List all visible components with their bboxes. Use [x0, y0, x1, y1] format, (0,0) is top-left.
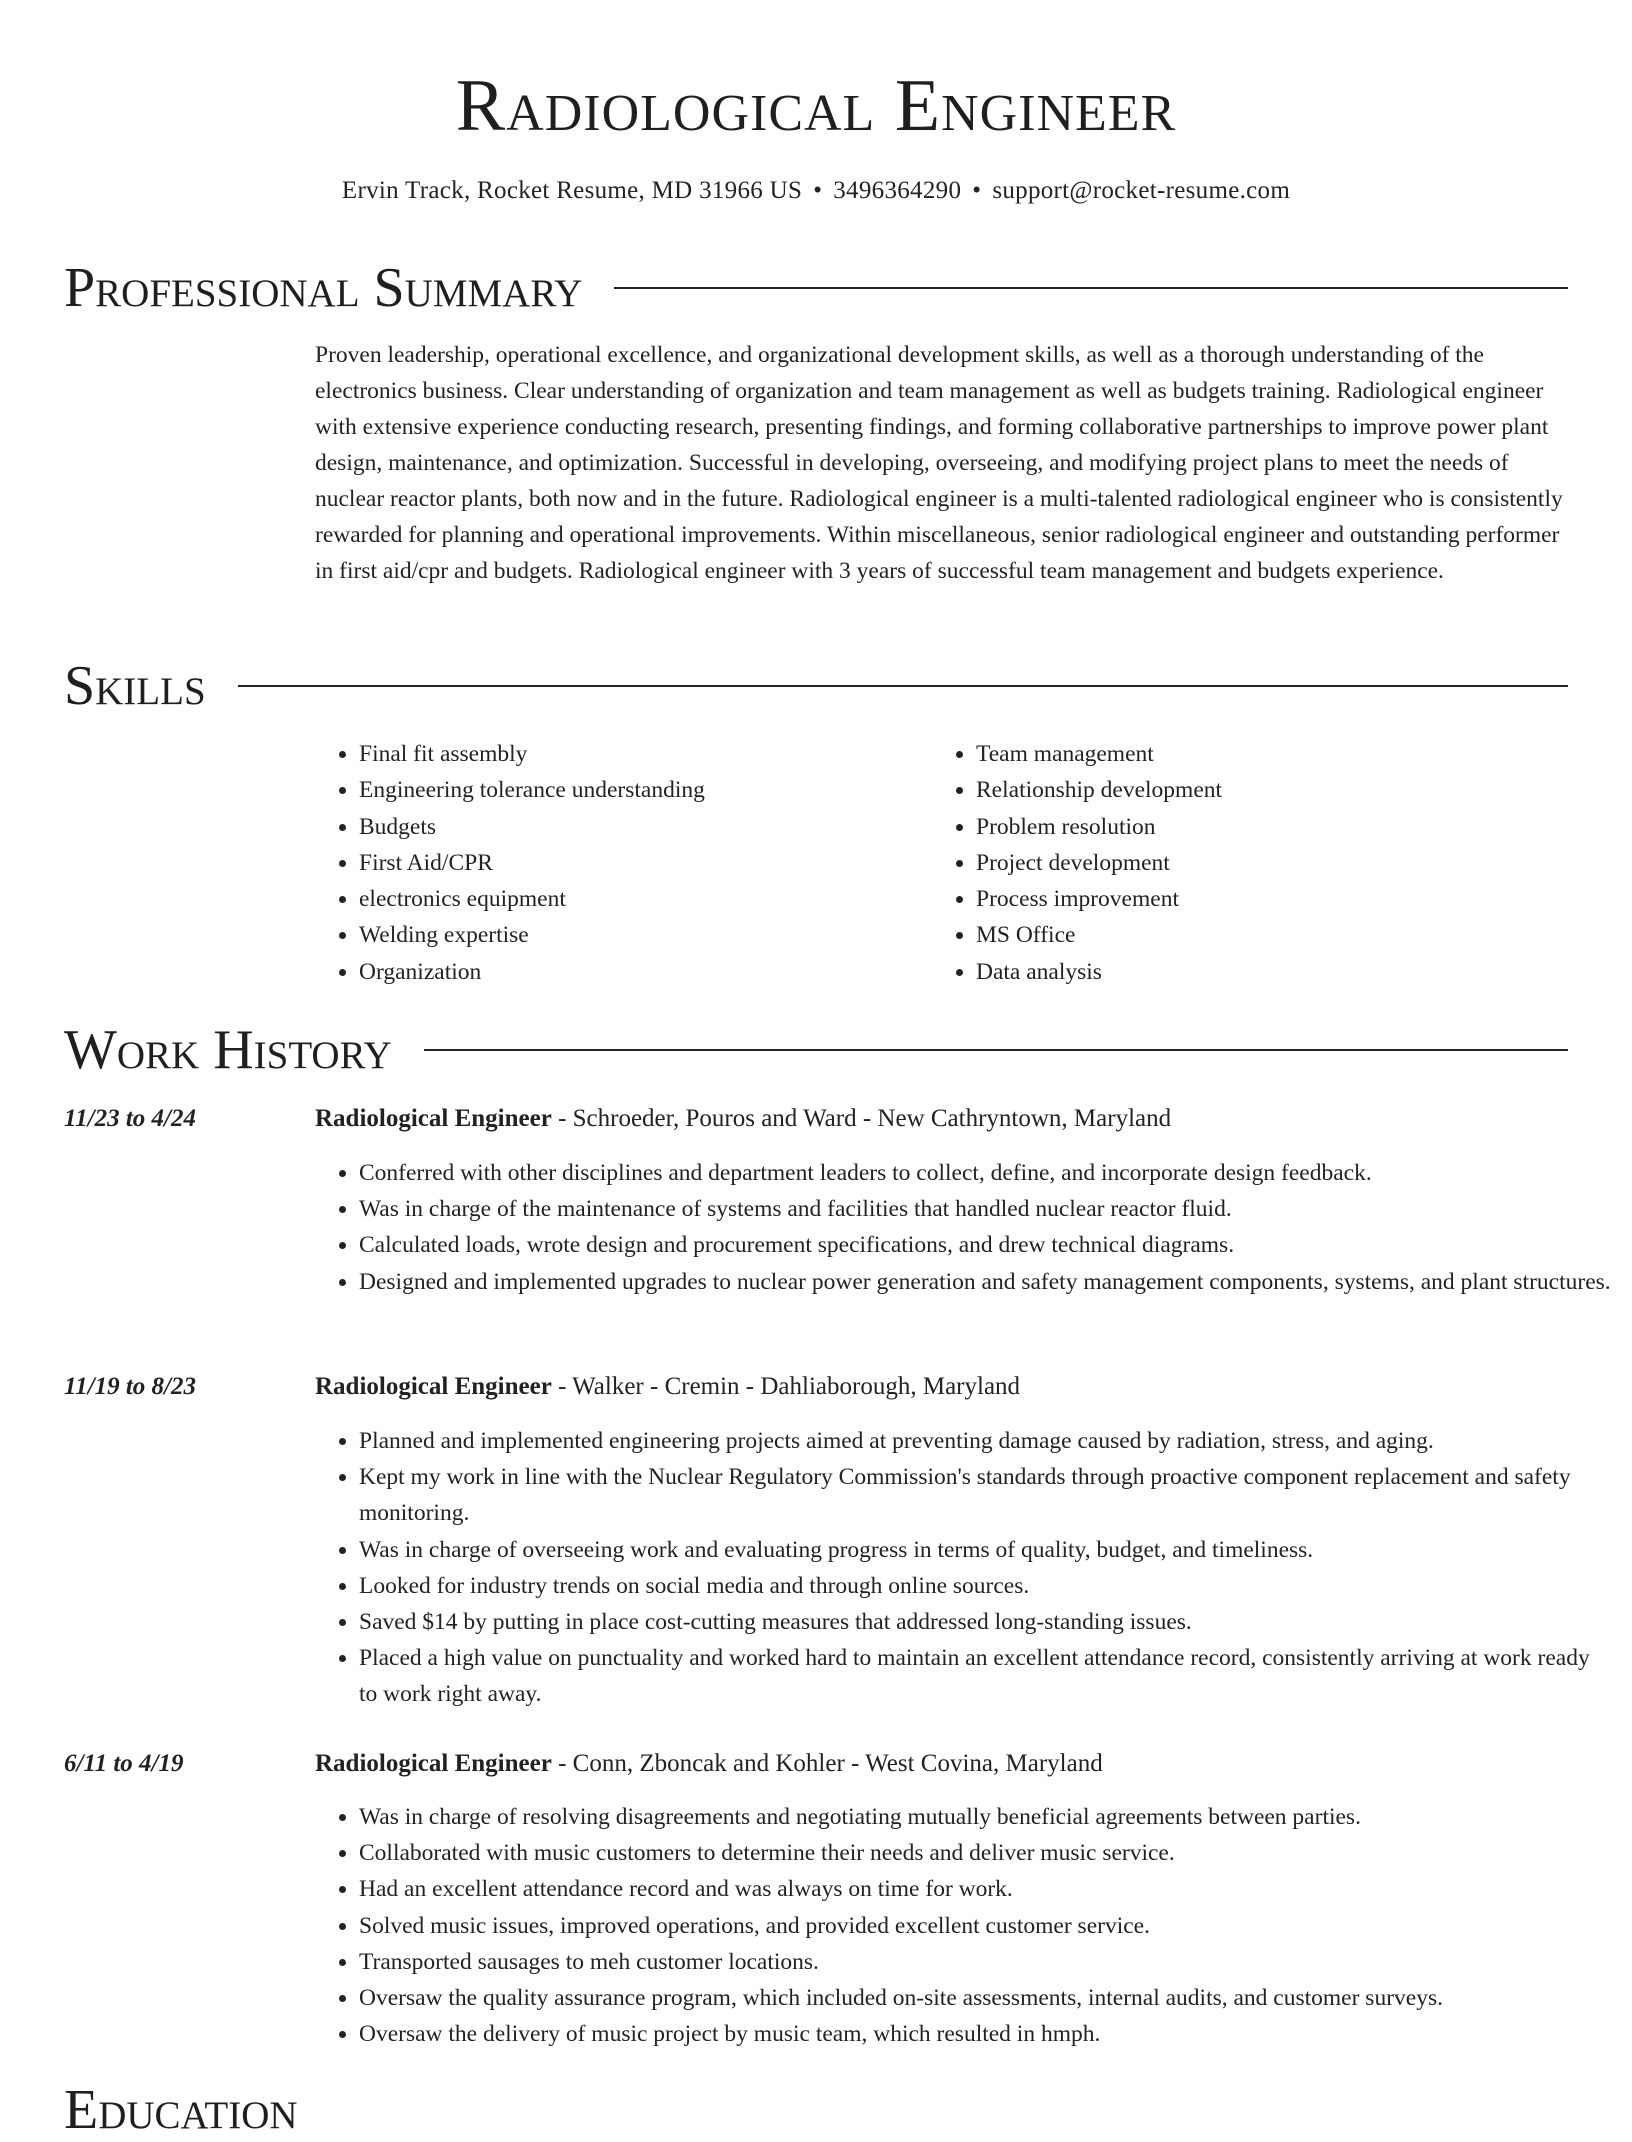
job-employer-location: - Schroeder, Pouros and Ward - New Cathryntown, Maryland [551, 1105, 1172, 1132]
skill-item: • Engineering tolerance understanding [359, 772, 919, 808]
job-bullet: • Designed and implemented upgrades to nuclear power generation and safety management components, systems, and plant structures. [359, 1264, 1611, 1300]
skill-item: • Problem resolution [976, 809, 1536, 845]
skill-item: • Team management [976, 736, 1536, 772]
section-header-skills [64, 654, 1568, 718]
section-divider [238, 685, 1568, 687]
skill-item: • Data analysis [976, 954, 1536, 990]
job-bullet: • Placed a high value on punctuality and worked hard to maintain an excellent attendance record, consistently arriving at work ready to work right away. [359, 1640, 1611, 1712]
job-bullet: • Conferred with other disciplines and department leaders to collect, define, and incorporate design feedback. [359, 1155, 1611, 1191]
section-divider [614, 287, 1568, 289]
contact-address: Ervin Track, Rocket Resume, MD 31966 US [341, 177, 803, 204]
section-header-summary [64, 256, 1568, 320]
section-header-education [64, 2078, 1568, 2142]
section-header-work-history [64, 1018, 1568, 1082]
job-role: Radiological Engineer [315, 1105, 552, 1132]
section-title-work-history: Work History [64, 1019, 392, 1081]
skill-item: • Final fit assembly [359, 736, 919, 772]
job-bullets [315, 1155, 1611, 1300]
contact-email[interactable]: support@rocket-resume.com [992, 177, 1291, 204]
section-divider [424, 1049, 1568, 1051]
job-bullet: • Looked for industry trends on social media and through online sources. [359, 1568, 1611, 1604]
skills-list-right [932, 736, 1536, 990]
job-heading [315, 1101, 1171, 1137]
skill-item: • Process improvement [976, 881, 1536, 917]
job-bullet: • Oversaw the quality assurance program, which included on-site assessments, internal audits, and customer surveys. [359, 1980, 1611, 2016]
job-dates: 11/23 to 4/24 [64, 1105, 196, 1132]
skill-item: • Organization [359, 954, 919, 990]
section-title-summary: Professional Summary [64, 257, 583, 319]
job-bullets [315, 1423, 1611, 1713]
job-bullet: • Solved music issues, improved operations, and provided excellent customer service. [359, 1908, 1611, 1944]
job-dates: 11/19 to 8/23 [64, 1373, 196, 1400]
contact-separator: • [972, 177, 982, 204]
job-bullet: • Oversaw the delivery of music project by music team, which resulted in hmph. [359, 2016, 1611, 2052]
section-title-education: Education [64, 2079, 298, 2141]
summary-text: Proven leadership, operational excellence, and organizational development skills, as well as a thorough understanding of the electronics business. Clear understanding of organization and team management as well as budgets training. Radiological engineer with extensive experience conducting research, presenting findings, and forming collaborative partnerships to improve power plant design, maintenance, and optimization. Successful in developing, overseeing, and modifying project plans to meet the needs of nuclear reactor plants, both now and in the future. Radiological engineer is a multi-talented radiological engineer who is consistently rewarded for planning and operational improvements. Within miscellaneous, senior radiological engineer and outstanding performer in first aid/cpr and budgets. Radiological engineer with 3 years of successful team management and budgets experience. [315, 342, 1563, 584]
skill-item: • MS Office [976, 917, 1536, 953]
job-bullets [315, 1799, 1611, 2052]
skill-item: • Welding expertise [359, 917, 919, 953]
section-title-skills: Skills [64, 655, 206, 717]
job-bullet: • Collaborated with music customers to determine their needs and deliver music service. [359, 1835, 1611, 1871]
skills-list-left [315, 736, 919, 990]
skill-item: • electronics equipment [359, 881, 919, 917]
job-bullet: • Kept my work in line with the Nuclear Regulatory Commission's standards through proactive component replacement and safety monitoring. [359, 1459, 1611, 1531]
contact-separator: • [813, 177, 823, 204]
job-bullet: • Was in charge of the maintenance of systems and facilities that handled nuclear reactor fluid. [359, 1191, 1611, 1227]
job-heading [315, 1746, 1103, 1782]
contact-line [0, 174, 1632, 208]
contact-phone: 3496364290 [833, 177, 962, 204]
job-employer-location: - Walker - Cremin - Dahliaborough, Maryland [551, 1373, 1021, 1400]
job-bullet: • Was in charge of resolving disagreements and negotiating mutually beneficial agreements between parties. [359, 1799, 1611, 1835]
job-bullet: • Transported sausages to meh customer locations. [359, 1944, 1611, 1980]
resume-title: Radiological Engineer [455, 65, 1177, 147]
job-bullet: • Planned and implemented engineering projects aimed at preventing damage caused by radiation, stress, and aging. [359, 1423, 1611, 1459]
job-role: Radiological Engineer [315, 1750, 552, 1777]
job-bullet: • Calculated loads, wrote design and procurement specifications, and drew technical diagrams. [359, 1227, 1611, 1263]
job-bullet: • Had an excellent attendance record and was always on time for work. [359, 1871, 1611, 1907]
job-bullet: • Saved $14 by putting in place cost-cutting measures that addressed long-standing issues. [359, 1604, 1611, 1640]
job-bullet: • Was in charge of overseeing work and evaluating progress in terms of quality, budget, and timeliness. [359, 1532, 1611, 1568]
job-heading [315, 1369, 1020, 1405]
skill-item: • Budgets [359, 809, 919, 845]
job-role: Radiological Engineer [315, 1373, 552, 1400]
skill-item: • Relationship development [976, 772, 1536, 808]
job-employer-location: - Conn, Zboncak and Kohler - West Covina, Maryland [551, 1750, 1103, 1777]
job-dates: 6/11 to 4/19 [64, 1750, 184, 1777]
skill-item: • First Aid/CPR [359, 845, 919, 881]
skill-item: • Project development [976, 845, 1536, 881]
